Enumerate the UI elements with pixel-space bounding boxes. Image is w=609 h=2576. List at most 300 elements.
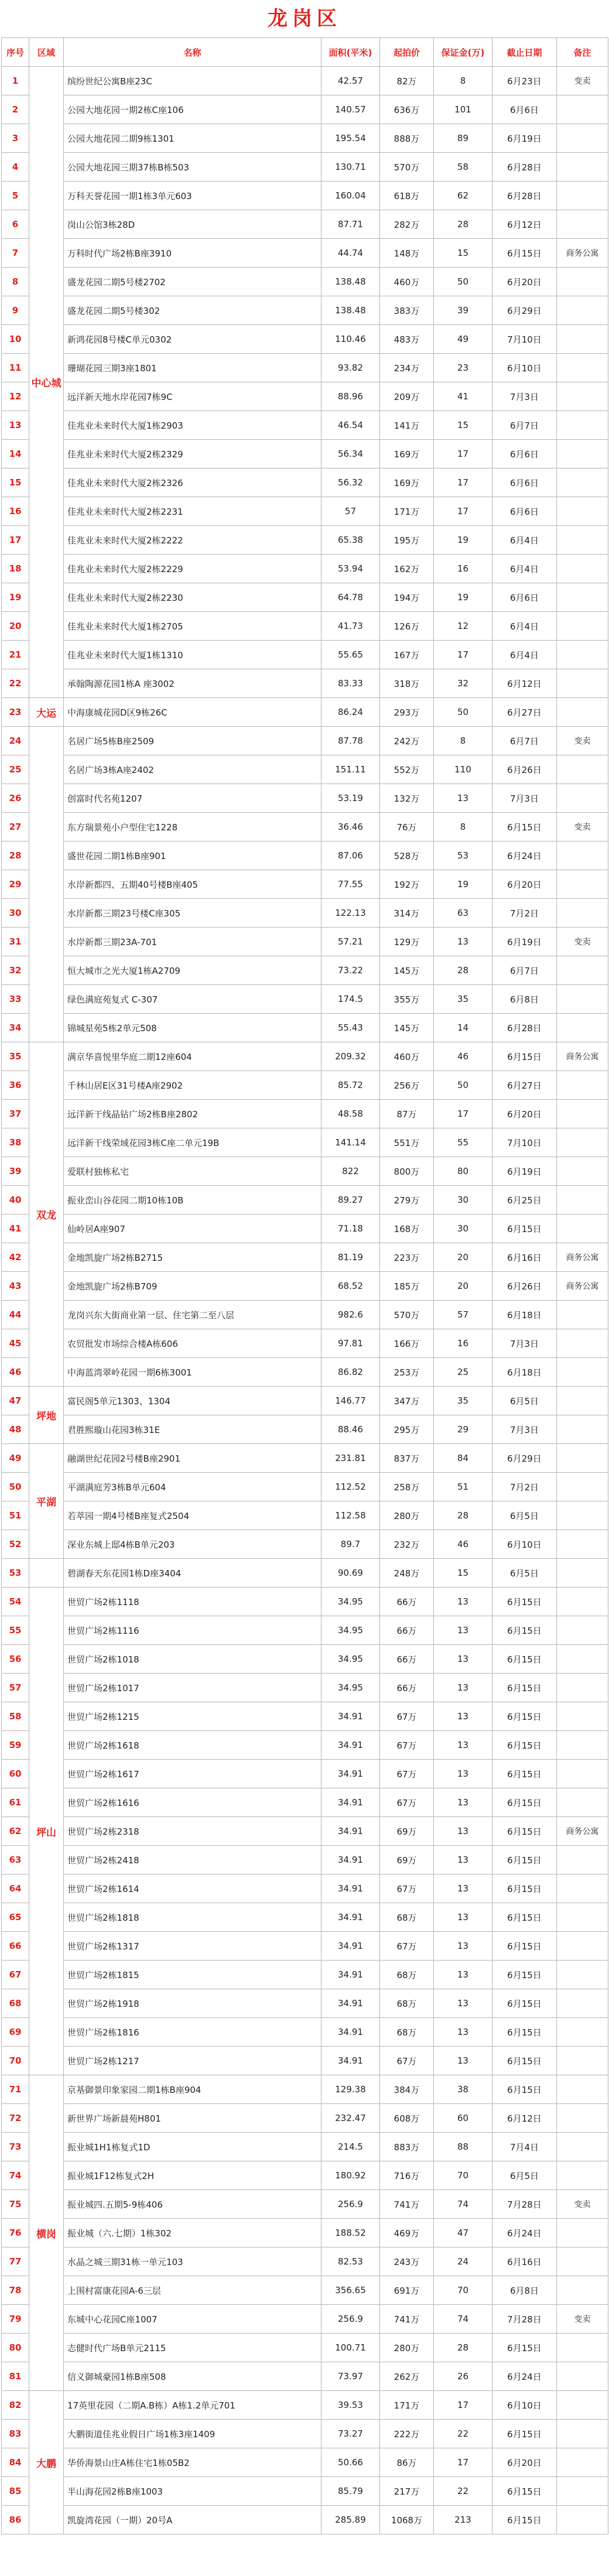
- row-deposit: 8: [434, 727, 492, 755]
- table-row: [2, 2391, 608, 2420]
- row-note: [557, 1788, 608, 1817]
- row-name: 缤纷世纪公寓B座23C: [64, 67, 321, 95]
- row-seq: 58: [2, 1702, 29, 1731]
- row-name: 世贸广场2栋1217: [64, 2047, 321, 2075]
- row-name: 世贸广场2栋1918: [64, 1989, 321, 2018]
- row-name: 世贸广场2栋1815: [64, 1961, 321, 1989]
- row-name: 融湖世纪花园2号楼B座2901: [64, 1444, 321, 1473]
- row-deposit: 17: [434, 1100, 492, 1128]
- row-seq: 32: [2, 956, 29, 985]
- row-date: 6月4日: [492, 526, 557, 555]
- row-name: 凯旋湾花园（一期）20号A: [64, 2506, 321, 2534]
- row-date: 6月4日: [492, 641, 557, 669]
- row-note: [557, 2276, 608, 2305]
- row-name: 满京华喜悦里华庭二期12座604: [64, 1042, 321, 1071]
- row-seq: 13: [2, 411, 29, 440]
- row-date: 6月20日: [492, 1100, 557, 1128]
- row-price: 570万: [380, 153, 434, 182]
- row-seq: 63: [2, 1846, 29, 1874]
- row-area: 138.48: [321, 296, 380, 325]
- row-price: 68万: [380, 1903, 434, 1932]
- row-seq: 79: [2, 2305, 29, 2334]
- row-name: 锦城星苑5栋2单元508: [64, 1014, 321, 1042]
- row-deposit: 74: [434, 2190, 492, 2219]
- row-date: 6月27日: [492, 1071, 557, 1100]
- table-row: [2, 1616, 608, 1645]
- table-row: [2, 1329, 608, 1358]
- table-row: [2, 497, 608, 526]
- row-name: 远洋新干线晶钻广场2栋B座2802: [64, 1100, 321, 1128]
- table-row: [2, 813, 608, 841]
- row-price: 67万: [380, 2047, 434, 2075]
- row-deposit: 55: [434, 1128, 492, 1157]
- row-deposit: 13: [434, 1817, 492, 1846]
- row-price: 262万: [380, 2362, 434, 2391]
- row-note: [557, 1616, 608, 1645]
- row-note: [557, 1760, 608, 1788]
- row-deposit: 50: [434, 698, 492, 727]
- row-date: 6月7日: [492, 411, 557, 440]
- row-area: 140.57: [321, 95, 380, 124]
- row-seq: 33: [2, 985, 29, 1014]
- row-note: [557, 182, 608, 210]
- row-deposit: 29: [434, 1415, 492, 1444]
- row-price: 145万: [380, 1014, 434, 1042]
- row-seq: 47: [2, 1387, 29, 1415]
- row-name: 上围村富康花园A-6三层: [64, 2276, 321, 2305]
- row-seq: 28: [2, 841, 29, 870]
- row-seq: 54: [2, 1588, 29, 1616]
- row-deposit: 13: [434, 1846, 492, 1874]
- row-area: 356.65: [321, 2276, 380, 2305]
- row-price: 248万: [380, 1559, 434, 1588]
- row-price: 171万: [380, 497, 434, 526]
- row-name: 世贸广场2栋1215: [64, 1702, 321, 1731]
- row-seq: 82: [2, 2391, 29, 2420]
- row-area: 34.91: [321, 2018, 380, 2047]
- row-deposit: 47: [434, 2219, 492, 2247]
- row-note: [557, 1014, 608, 1042]
- table-row: [2, 2477, 608, 2506]
- row-area: 93.82: [321, 354, 380, 382]
- row-note: [557, 325, 608, 354]
- row-price: 86万: [380, 2448, 434, 2477]
- table-row: [2, 296, 608, 325]
- row-seq: 14: [2, 440, 29, 468]
- row-note: [557, 497, 608, 526]
- row-note: 变卖: [557, 727, 608, 755]
- table-row: [2, 1100, 608, 1128]
- row-deposit: 38: [434, 2075, 492, 2104]
- row-area: 34.91: [321, 1817, 380, 1846]
- row-seq: 15: [2, 468, 29, 497]
- row-note: 商务公寓: [557, 1042, 608, 1071]
- row-note: [557, 985, 608, 1014]
- row-date: 6月4日: [492, 612, 557, 641]
- row-area: 83.33: [321, 669, 380, 698]
- row-price: 295万: [380, 1415, 434, 1444]
- row-area: 180.92: [321, 2161, 380, 2190]
- row-area: 73.22: [321, 956, 380, 985]
- row-date: 6月6日: [492, 95, 557, 124]
- row-name: 佳兆业未来时代大厦2栋2229: [64, 555, 321, 583]
- row-area: 822: [321, 1157, 380, 1186]
- table-row: [2, 2305, 608, 2334]
- row-date: 6月5日: [492, 1501, 557, 1530]
- row-name: 万科时代广场2栋B座3910: [64, 239, 321, 268]
- row-price: 67万: [380, 1874, 434, 1903]
- row-price: 169万: [380, 468, 434, 497]
- row-price: 66万: [380, 1588, 434, 1616]
- row-area: 34.91: [321, 1846, 380, 1874]
- row-area: 48.58: [321, 1100, 380, 1128]
- row-name: 远洋新干线荣域花园3栋C座二单元19B: [64, 1128, 321, 1157]
- table-row: [2, 411, 608, 440]
- table-row: [2, 1301, 608, 1329]
- row-area: 174.5: [321, 985, 380, 1014]
- row-deposit: 13: [434, 2047, 492, 2075]
- row-deposit: 89: [434, 124, 492, 153]
- table-row: [2, 1444, 608, 1473]
- row-name: 世贸广场2栋1116: [64, 1616, 321, 1645]
- row-note: [557, 1702, 608, 1731]
- row-date: 6月6日: [492, 583, 557, 612]
- row-date: 7月28日: [492, 2305, 557, 2334]
- row-note: [557, 555, 608, 583]
- row-price: 253万: [380, 1358, 434, 1387]
- table-row: [2, 727, 608, 755]
- row-area: 44.74: [321, 239, 380, 268]
- row-seq: 77: [2, 2247, 29, 2276]
- row-deposit: 63: [434, 899, 492, 928]
- row-deposit: 70: [434, 2276, 492, 2305]
- table-row: [2, 1358, 608, 1387]
- row-date: 6月10日: [492, 354, 557, 382]
- row-seq: 72: [2, 2104, 29, 2133]
- row-seq: 21: [2, 641, 29, 669]
- row-seq: 38: [2, 1128, 29, 1157]
- row-deposit: 12: [434, 612, 492, 641]
- row-note: [557, 2047, 608, 2075]
- row-area: 209.32: [321, 1042, 380, 1071]
- row-note: [557, 411, 608, 440]
- row-price: 82万: [380, 67, 434, 95]
- row-note: [557, 583, 608, 612]
- row-date: 7月10日: [492, 325, 557, 354]
- row-price: 68万: [380, 1989, 434, 2018]
- row-price: 66万: [380, 1645, 434, 1674]
- row-date: 6月15日: [492, 1731, 557, 1760]
- table-row: [2, 698, 608, 727]
- row-name: 志健时代广场B单元2115: [64, 2334, 321, 2362]
- row-seq: 8: [2, 268, 29, 296]
- row-name: 岗山公馆3栋28D: [64, 210, 321, 239]
- row-area: 46.54: [321, 411, 380, 440]
- row-note: [557, 2161, 608, 2190]
- table-row: [2, 641, 608, 669]
- row-deposit: 13: [434, 1903, 492, 1932]
- row-area: 232.47: [321, 2104, 380, 2133]
- row-date: 6月15日: [492, 1674, 557, 1702]
- table-row: [2, 956, 608, 985]
- row-area: 86.82: [321, 1358, 380, 1387]
- row-seq: 46: [2, 1358, 29, 1387]
- row-note: [557, 1215, 608, 1243]
- row-price: 883万: [380, 2133, 434, 2161]
- row-seq: 37: [2, 1100, 29, 1128]
- row-date: 6月15日: [492, 1702, 557, 1731]
- row-name: 佳兆业未来时代大厦2栋2230: [64, 583, 321, 612]
- row-region: [29, 727, 64, 1042]
- row-date: 6月15日: [492, 1903, 557, 1932]
- row-area: 256.9: [321, 2305, 380, 2334]
- row-seq: 50: [2, 1473, 29, 1501]
- row-deposit: 16: [434, 555, 492, 583]
- table-row: [2, 1186, 608, 1215]
- row-note: [557, 1559, 608, 1588]
- row-date: 6月5日: [492, 1559, 557, 1588]
- row-seq: 69: [2, 2018, 29, 2047]
- row-date: 6月6日: [492, 497, 557, 526]
- row-seq: 56: [2, 1645, 29, 1674]
- row-date: 6月15日: [492, 1817, 557, 1846]
- row-price: 217万: [380, 2477, 434, 2506]
- row-seq: 12: [2, 382, 29, 411]
- table-row: [2, 985, 608, 1014]
- row-name: 佳兆业未来时代大厦1栋2705: [64, 612, 321, 641]
- row-date: 7月10日: [492, 1128, 557, 1157]
- row-deposit: 24: [434, 2247, 492, 2276]
- row-note: [557, 899, 608, 928]
- row-date: 6月27日: [492, 698, 557, 727]
- row-note: [557, 2506, 608, 2534]
- row-area: 982.6: [321, 1301, 380, 1329]
- row-name: 世贸广场2栋1118: [64, 1588, 321, 1616]
- row-area: 129.38: [321, 2075, 380, 2104]
- row-price: 87万: [380, 1100, 434, 1128]
- table-row: [2, 210, 608, 239]
- row-date: 7月3日: [492, 1329, 557, 1358]
- row-deposit: 14: [434, 1014, 492, 1042]
- row-note: [557, 612, 608, 641]
- row-note: [557, 153, 608, 182]
- row-note: 商务公寓: [557, 1817, 608, 1846]
- row-seq: 22: [2, 669, 29, 698]
- row-deposit: 13: [434, 928, 492, 956]
- table-row: [2, 2334, 608, 2362]
- row-price: 195万: [380, 526, 434, 555]
- row-date: 6月24日: [492, 2362, 557, 2391]
- row-deposit: 13: [434, 1645, 492, 1674]
- row-name: 君胜熙璇山花园3栋31E: [64, 1415, 321, 1444]
- row-region: [29, 1559, 64, 1588]
- row-date: 7月3日: [492, 382, 557, 411]
- table-row: [2, 1674, 608, 1702]
- row-seq: 43: [2, 1272, 29, 1301]
- row-note: [557, 2391, 608, 2420]
- row-deposit: 62: [434, 182, 492, 210]
- row-region: 坪地: [29, 1387, 64, 1444]
- row-deposit: 15: [434, 1559, 492, 1588]
- row-seq: 48: [2, 1415, 29, 1444]
- row-deposit: 57: [434, 1301, 492, 1329]
- table-row: [2, 2276, 608, 2305]
- row-price: 132万: [380, 784, 434, 813]
- row-deposit: 70: [434, 2161, 492, 2190]
- table-row: [2, 1243, 608, 1272]
- row-name: 恒大城市之光大厦1栋A2709: [64, 956, 321, 985]
- row-date: 6月8日: [492, 985, 557, 1014]
- row-area: 87.78: [321, 727, 380, 755]
- table-row: [2, 1473, 608, 1501]
- row-deposit: 17: [434, 2391, 492, 2420]
- row-seq: 60: [2, 1760, 29, 1788]
- row-price: 222万: [380, 2420, 434, 2448]
- row-seq: 64: [2, 1874, 29, 1903]
- table-row: [2, 2362, 608, 2391]
- row-name: 水岸新都四、五期40号楼B座405: [64, 870, 321, 899]
- row-note: [557, 841, 608, 870]
- row-note: [557, 870, 608, 899]
- row-area: 100.71: [321, 2334, 380, 2362]
- row-name: 绿色满庭苑复式 C-307: [64, 985, 321, 1014]
- row-area: 90.69: [321, 1559, 380, 1588]
- row-date: 6月15日: [492, 1961, 557, 1989]
- row-name: 金地凯旋广场2栋B709: [64, 1272, 321, 1301]
- row-date: 6月15日: [492, 1788, 557, 1817]
- row-price: 636万: [380, 95, 434, 124]
- row-date: 6月6日: [492, 468, 557, 497]
- table-body: [2, 67, 608, 2534]
- row-price: 384万: [380, 2075, 434, 2104]
- row-seq: 34: [2, 1014, 29, 1042]
- row-seq: 67: [2, 1961, 29, 1989]
- row-price: 355万: [380, 985, 434, 1014]
- row-note: [557, 698, 608, 727]
- row-note: [557, 440, 608, 468]
- row-deposit: 13: [434, 1674, 492, 1702]
- row-deposit: 13: [434, 1932, 492, 1961]
- table-row: [2, 1961, 608, 1989]
- row-deposit: 17: [434, 440, 492, 468]
- row-deposit: 213: [434, 2506, 492, 2534]
- row-name: 世贸广场2栋1614: [64, 1874, 321, 1903]
- row-name: 富民阁5单元1303、1304: [64, 1387, 321, 1415]
- row-note: [557, 2420, 608, 2448]
- row-price: 66万: [380, 1674, 434, 1702]
- row-date: 6月18日: [492, 1358, 557, 1387]
- row-note: [557, 1674, 608, 1702]
- row-seq: 36: [2, 1071, 29, 1100]
- row-deposit: 15: [434, 411, 492, 440]
- row-date: 6月18日: [492, 1301, 557, 1329]
- table-row: [2, 1874, 608, 1903]
- table-row: [2, 182, 608, 210]
- row-date: 6月15日: [492, 1932, 557, 1961]
- row-name: 公园大地花园三期37栋B栋503: [64, 153, 321, 182]
- row-seq: 2: [2, 95, 29, 124]
- table-row: [2, 2420, 608, 2448]
- row-seq: 9: [2, 296, 29, 325]
- row-price: 67万: [380, 1760, 434, 1788]
- row-note: [557, 2477, 608, 2506]
- table-row: [2, 755, 608, 784]
- table-row: [2, 669, 608, 698]
- table-row: [2, 1501, 608, 1530]
- table-row: [2, 1128, 608, 1157]
- row-deposit: 32: [434, 669, 492, 698]
- row-area: 86.24: [321, 698, 380, 727]
- table-row: [2, 2104, 608, 2133]
- table-row: [2, 1559, 608, 1588]
- row-area: 65.38: [321, 526, 380, 555]
- row-deposit: 13: [434, 1961, 492, 1989]
- row-note: [557, 1358, 608, 1387]
- row-area: 34.95: [321, 1616, 380, 1645]
- row-price: 168万: [380, 1215, 434, 1243]
- header-date: 截止日期: [492, 38, 557, 67]
- row-deposit: 13: [434, 1588, 492, 1616]
- row-date: 6月16日: [492, 1243, 557, 1272]
- table-row: [2, 354, 608, 382]
- row-price: 741万: [380, 2190, 434, 2219]
- row-seq: 62: [2, 1817, 29, 1846]
- table-row: [2, 1788, 608, 1817]
- row-deposit: 49: [434, 325, 492, 354]
- row-name: 金地凯旋广场2栋B2715: [64, 1243, 321, 1272]
- row-note: [557, 1415, 608, 1444]
- row-area: 34.91: [321, 1903, 380, 1932]
- row-deposit: 16: [434, 1329, 492, 1358]
- row-date: 6月12日: [492, 2104, 557, 2133]
- row-area: 34.91: [321, 1731, 380, 1760]
- row-deposit: 41: [434, 382, 492, 411]
- row-deposit: 17: [434, 497, 492, 526]
- row-region: 大运: [29, 698, 64, 727]
- row-seq: 61: [2, 1788, 29, 1817]
- row-date: 6月15日: [492, 2420, 557, 2448]
- row-date: 6月28日: [492, 153, 557, 182]
- row-date: 6月23日: [492, 67, 557, 95]
- table-row: [2, 1387, 608, 1415]
- row-price: 551万: [380, 1128, 434, 1157]
- header-name: 名称: [64, 38, 321, 67]
- row-area: 88.46: [321, 1415, 380, 1444]
- row-name: 振业城四.五期5-9栋406: [64, 2190, 321, 2219]
- row-seq: 23: [2, 698, 29, 727]
- row-seq: 70: [2, 2047, 29, 2075]
- row-note: [557, 1387, 608, 1415]
- table-row: [2, 1731, 608, 1760]
- row-price: 68万: [380, 1961, 434, 1989]
- row-price: 347万: [380, 1387, 434, 1415]
- row-note: [557, 2247, 608, 2276]
- table-row: [2, 1588, 608, 1616]
- row-name: 盛龙花园二期5号楼2702: [64, 268, 321, 296]
- row-note: [557, 2334, 608, 2362]
- row-price: 460万: [380, 1042, 434, 1071]
- row-date: 6月24日: [492, 841, 557, 870]
- row-note: 变卖: [557, 2190, 608, 2219]
- row-date: 6月20日: [492, 268, 557, 296]
- row-area: 64.78: [321, 583, 380, 612]
- row-note: [557, 1989, 608, 2018]
- row-name: 中海康城花园D区9栋26C: [64, 698, 321, 727]
- row-seq: 66: [2, 1932, 29, 1961]
- row-date: 6月15日: [492, 1042, 557, 1071]
- row-area: 151.11: [321, 755, 380, 784]
- row-deposit: 28: [434, 2334, 492, 2362]
